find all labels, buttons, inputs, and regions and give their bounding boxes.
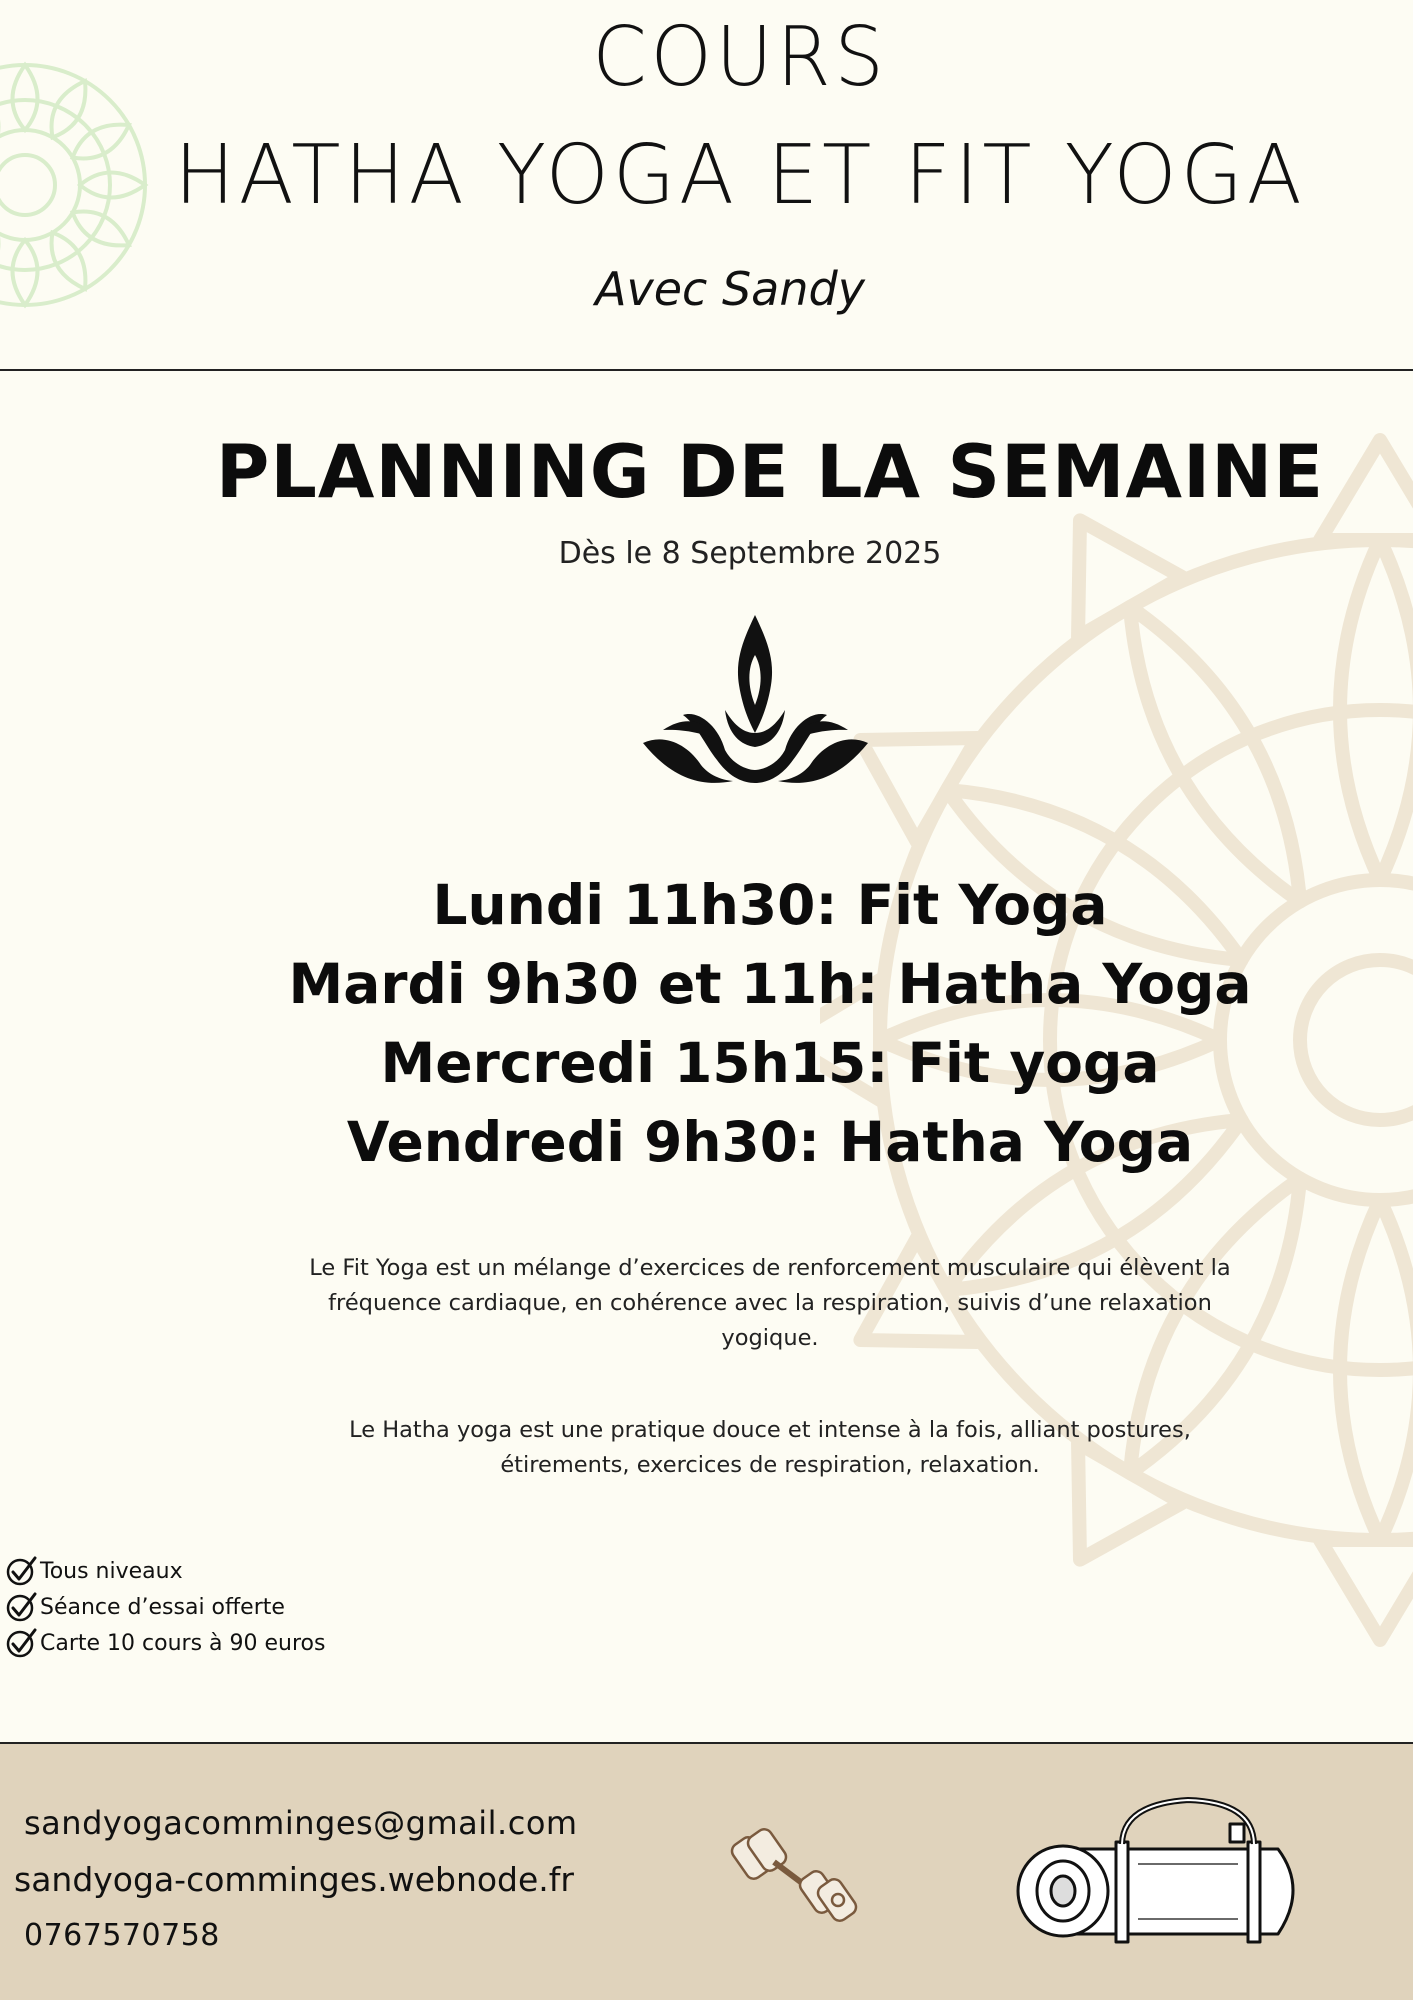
start-date: Dès le 8 Septembre 2025 <box>558 536 942 571</box>
feature-label: Carte 10 cours à 90 euros <box>40 1630 326 1656</box>
contact-email[interactable]: sandyogacomminges@gmail.com <box>24 1804 578 1842</box>
check-circle-icon <box>6 1555 38 1587</box>
fit-yoga-description: Le Fit Yoga est un mélange d’exercices de renforcement musculaire qui élèvent la fréquence cardiaque, en cohérence avec la respiration, suivis d’une relaxation yogique. <box>309 1255 1231 1351</box>
hatha-yoga-description: Le Hatha yoga est une pratique douce et intense à la fois, alliant postures, étirements, exercices de respiration, relaxation. <box>349 1417 1191 1478</box>
title-line-2: HATHA YOGA ET FIT YOGA <box>174 128 1306 223</box>
dumbbell-icon <box>728 1820 863 1930</box>
contact-footer <box>0 1744 1413 2000</box>
contact-phone[interactable]: 0767570758 <box>24 1918 220 1953</box>
feature-label: Séance d’essai offerte <box>40 1594 285 1620</box>
subtitle: Avec Sandy <box>595 262 865 316</box>
schedule-item: Lundi 11h30: Fit Yoga <box>432 873 1108 937</box>
features-list <box>6 1553 325 1661</box>
feature-label: Tous niveaux <box>40 1558 183 1584</box>
feature-item <box>6 1589 325 1625</box>
yoga-mat-icon <box>1008 1794 1318 1964</box>
feature-item <box>6 1625 325 1661</box>
schedule-item: Mardi 9h30 et 11h: Hatha Yoga <box>288 952 1252 1016</box>
weekly-schedule <box>0 866 1413 1182</box>
contact-website[interactable]: sandyoga-comminges.webnode.fr <box>14 1860 574 1899</box>
title-line-1: COURS <box>592 10 888 105</box>
check-circle-icon <box>6 1627 38 1659</box>
planning-heading: PLANNING DE LA SEMAINE <box>215 430 1325 515</box>
lotus-meditation-icon <box>643 615 868 785</box>
schedule-item: Vendredi 9h30: Hatha Yoga <box>346 1110 1194 1174</box>
schedule-item: Mercredi 15h15: Fit yoga <box>380 1031 1160 1095</box>
feature-item <box>6 1553 325 1589</box>
top-divider <box>0 369 1413 371</box>
check-circle-icon <box>6 1591 38 1623</box>
